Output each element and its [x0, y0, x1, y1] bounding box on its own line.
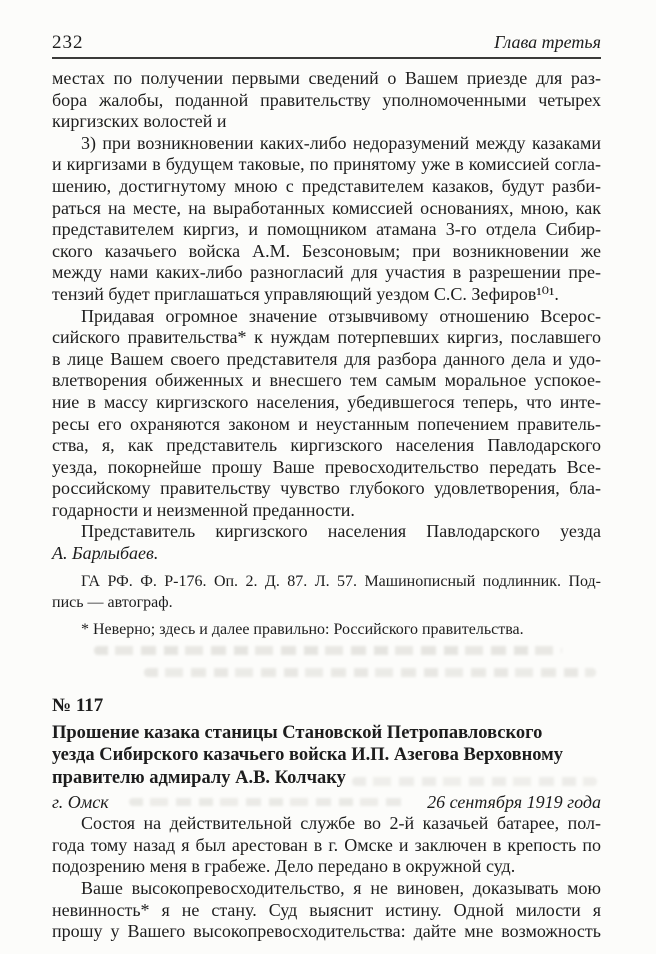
text-line: раться на месте, на выработанных комиссией основаниях, мною, как: [52, 197, 601, 218]
paragraph-item3: [52, 133, 601, 306]
text-line: и киргизами в будущем таковые, по принятому уже в комиссией согла-: [52, 154, 601, 175]
title-line: уезда Сибирского казачьего войска И.П. Азегова Верховному: [52, 745, 564, 766]
text-line: киргизских волостей и: [52, 111, 227, 132]
paragraph-gratitude: [52, 306, 601, 522]
paragraph-plea: [52, 878, 601, 943]
text-line: Ваше высокопревосходительство, я не виновен, доказывать мою: [81, 877, 601, 898]
text-line: ГА РФ. Ф. Р-176. Оп. 2. Д. 87. Л. 57. Машинописный подлинник. Под-: [81, 572, 601, 590]
text-line: Состоя на действительной службе во 2-й казачьей батарее, пол-: [81, 813, 601, 834]
document-title: [52, 722, 601, 790]
text-line: ского казачьего войска А.М. Безсоновым; при возникновении же: [52, 240, 601, 261]
bleed-through-text: [129, 798, 407, 806]
dateline: [52, 791, 601, 813]
text-line: местах по получении первыми сведений о Вашем приезде для раз-: [52, 68, 601, 88]
signature-role: [52, 521, 601, 543]
text-line: между нами каких-либо разногласий для участия в разрешении пре-: [52, 262, 601, 283]
dateline-place: г. Омск: [52, 792, 109, 813]
text-line: представителем киргиз, и помощником атамана 3-го отдела Сибир-: [52, 219, 601, 240]
chapter-title: Глава третья: [494, 32, 601, 52]
footnote: [52, 619, 601, 640]
paragraph-arrest: [52, 813, 601, 878]
paragraph-continuation: [52, 68, 601, 133]
text-line: ства, я, как представитель киргизского населения Павлодарского: [52, 435, 601, 456]
text-line: тензий будет приглашаться управляющий уездом С.С. Зефиров¹⁰¹.: [52, 283, 559, 304]
text-line: бора жалобы, поданной правительству уполномоченными четырех: [52, 89, 601, 110]
text-line: года тому назад я был арестован в г. Омске и заключен в крепость по: [52, 834, 601, 855]
document-number: № 117: [52, 694, 104, 716]
title-line: правителю адмиралу А.В. Колчаку: [52, 767, 346, 788]
text-line: Придавая огромное значение отзывчивому отношению Всерос-: [81, 305, 601, 326]
text-line: ресы его охраняются законом и неустанным попечением правитель-: [52, 413, 601, 434]
bleed-through-text: [94, 646, 562, 655]
text-line: годарности и неизменной преданности.: [52, 499, 355, 520]
text-line: подозрению меня в грабеже. Дело передано в окружной суд.: [52, 856, 516, 877]
text-line: российскому правительству чувство глубокого удовлетворения, бла-: [52, 478, 601, 499]
footnote-text: * Неверно; здесь и далее правильно: Российского правительства.: [81, 620, 524, 638]
dateline-date: 26 сентября 1919 года: [427, 792, 601, 813]
text-line: 3) при возникновении каких-либо недоразумений между казаками: [81, 132, 601, 153]
bleed-through-text: [352, 777, 597, 786]
text-line: ние в массу киргизского населения, убедившегося теперь, что инте-: [52, 391, 601, 412]
text-line: уезда, покорнейше прошу Ваше превосходительство передать Все-: [52, 456, 601, 477]
text-line: сийского правительства* к нуждам потерпевших киргиз, пославшего: [52, 327, 601, 348]
text-line: в лице Вашем своего представителя для разбора данного дела и удо-: [52, 348, 601, 369]
text-line: пись — автограф.: [52, 593, 173, 611]
archive-reference: [52, 571, 601, 613]
text-line: Представитель киргизского населения Павлодарского уезда: [81, 521, 601, 542]
signature-name: А. Барлыбаев.: [52, 543, 159, 564]
page-number: 232: [52, 32, 84, 53]
bleed-through-area: [52, 640, 601, 674]
title-line: Прошение казака станицы Становской Петропавловского: [52, 722, 543, 743]
bleed-through-text: [144, 668, 596, 677]
text-line: влетворения обиженных и внесшего тем самым моральное успокое-: [52, 370, 601, 391]
text-line: шению, достигнутому мною с представителем казаков, будут разби-: [52, 175, 601, 196]
text-line: прошу у Вашего высокопревосходительства: дайте мне возможность: [52, 921, 601, 942]
text-line: невинность* я не стану. Суд выяснит истину. Одной милости я: [52, 899, 601, 920]
running-head: [52, 32, 601, 59]
